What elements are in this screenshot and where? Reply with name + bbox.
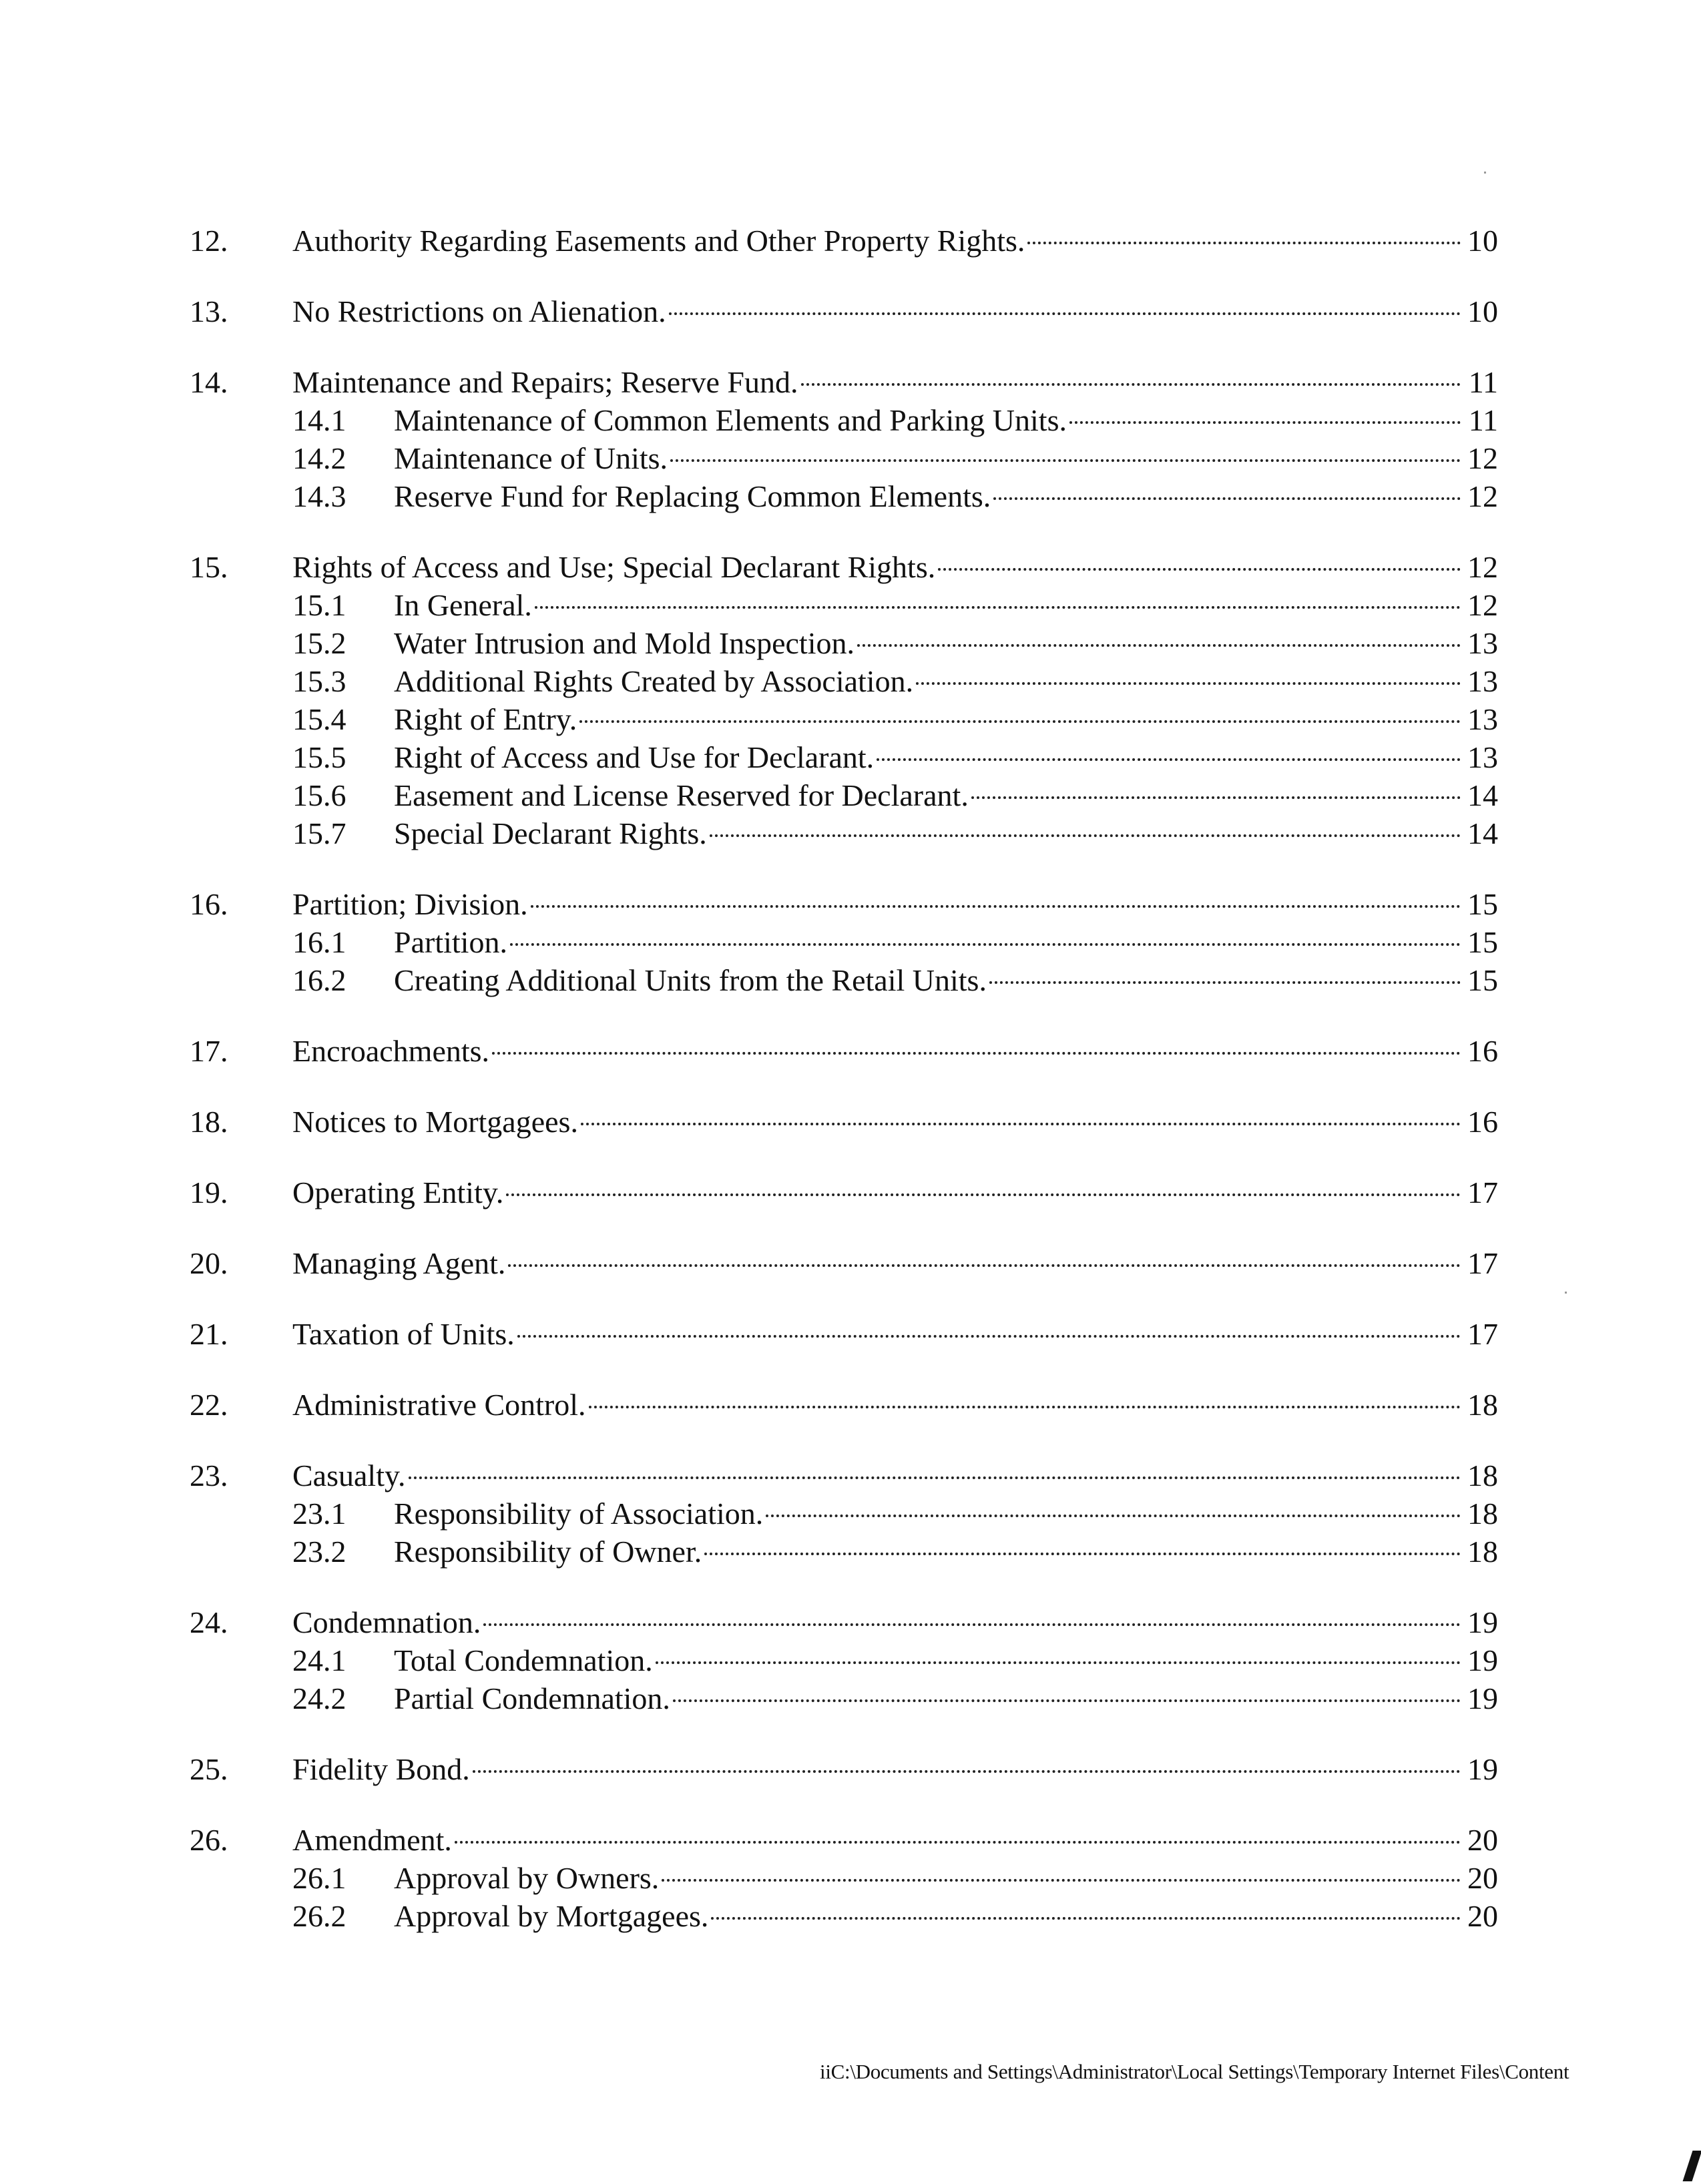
toc-entry xyxy=(190,363,1498,401)
dot-leader xyxy=(473,1770,1461,1773)
toc-subentry xyxy=(190,961,1498,999)
section-number: 20. xyxy=(190,1246,228,1280)
toc-section xyxy=(190,1244,1498,1282)
page-number: 18 xyxy=(1467,1388,1498,1422)
section-title: Rights of Access and Use; Special Declarant Rights. xyxy=(292,550,936,584)
dot-leader xyxy=(409,1476,1461,1479)
toc-entry xyxy=(190,548,1498,586)
toc-subentry xyxy=(190,1494,1498,1533)
subsection-number: 14.3 xyxy=(292,479,346,513)
subsection-title: Easement and License Reserved for Declarant. xyxy=(394,778,969,812)
toc-subentry xyxy=(190,624,1498,662)
toc-subentry xyxy=(190,477,1498,515)
section-number: 14. xyxy=(190,365,228,399)
toc-subentry xyxy=(190,700,1498,738)
page-number: 13 xyxy=(1467,702,1498,736)
section-title: Taxation of Units. xyxy=(292,1317,515,1351)
toc-section xyxy=(190,1103,1498,1141)
subsection-title: Water Intrusion and Mold Inspection. xyxy=(394,626,855,660)
section-number: 19. xyxy=(190,1175,228,1209)
section-title: No Restrictions on Alienation. xyxy=(292,294,666,328)
section-title: Amendment. xyxy=(292,1823,452,1857)
scan-speck xyxy=(1565,1292,1567,1294)
toc-entry xyxy=(190,292,1498,330)
page-number: 16 xyxy=(1467,1034,1498,1068)
toc-subentry xyxy=(190,439,1498,477)
subsection-title: Special Declarant Rights. xyxy=(394,816,707,850)
toc-subentry xyxy=(190,923,1498,961)
dot-leader xyxy=(673,1699,1461,1702)
dot-leader xyxy=(581,1123,1461,1125)
page-number: 17 xyxy=(1467,1175,1498,1209)
section-number: 23. xyxy=(190,1458,228,1492)
subsection-title: Right of Entry. xyxy=(394,702,577,736)
toc-subentry xyxy=(190,1533,1498,1571)
page-number: 20 xyxy=(1467,1823,1498,1857)
dot-leader xyxy=(801,383,1461,386)
section-title: Managing Agent. xyxy=(292,1246,506,1280)
subsection-title: Right of Access and Use for Declarant. xyxy=(394,740,875,774)
toc-section xyxy=(190,1386,1498,1424)
subsection-number: 15.6 xyxy=(292,778,346,812)
scan-edge-mark xyxy=(1683,2151,1701,2181)
toc-section xyxy=(190,1603,1498,1717)
section-number: 22. xyxy=(190,1388,228,1422)
page-number: 19 xyxy=(1467,1752,1498,1786)
subsection-number: 15.3 xyxy=(292,664,346,698)
page-number: 20 xyxy=(1467,1899,1498,1933)
subsection-number: 14.2 xyxy=(292,441,346,475)
page-number: 13 xyxy=(1467,740,1498,774)
page-number: 13 xyxy=(1467,664,1498,698)
section-number: 25. xyxy=(190,1752,228,1786)
section-number: 12. xyxy=(190,224,228,258)
subsection-number: 14.1 xyxy=(292,403,346,437)
toc-subentry xyxy=(190,662,1498,700)
subsection-title: Reserve Fund for Replacing Common Elements. xyxy=(394,479,991,513)
subsection-number: 26.1 xyxy=(292,1861,346,1895)
section-title: Casualty. xyxy=(292,1458,406,1492)
dot-leader xyxy=(1069,421,1461,424)
page-number: 12 xyxy=(1467,550,1498,584)
dot-leader xyxy=(704,1553,1461,1555)
dot-leader xyxy=(857,644,1461,647)
toc-entry xyxy=(190,1032,1498,1070)
toc-section xyxy=(190,885,1498,999)
section-number: 15. xyxy=(190,550,228,584)
toc-section xyxy=(190,1821,1498,1935)
dot-leader xyxy=(492,1052,1461,1055)
subsection-number: 23.1 xyxy=(292,1496,346,1531)
subsection-number: 15.4 xyxy=(292,702,346,736)
toc-section xyxy=(190,222,1498,260)
page-number: 18 xyxy=(1467,1458,1498,1492)
section-number: 24. xyxy=(190,1605,228,1639)
subsection-title: Maintenance of Units. xyxy=(394,441,668,475)
page-number: 16 xyxy=(1467,1105,1498,1139)
subsection-title: Maintenance of Common Elements and Parking Units. xyxy=(394,403,1067,437)
dot-leader xyxy=(535,606,1461,609)
page-number: 15 xyxy=(1467,963,1498,997)
dot-leader xyxy=(508,1264,1461,1267)
toc-section xyxy=(190,292,1498,330)
section-title: Fidelity Bond. xyxy=(292,1752,470,1786)
section-title: Notices to Mortgagees. xyxy=(292,1105,578,1139)
section-title: Operating Entity. xyxy=(292,1175,504,1209)
page-number: 11 xyxy=(1468,365,1498,399)
toc-entry xyxy=(190,1386,1498,1424)
page-number: 19 xyxy=(1467,1681,1498,1715)
toc-section xyxy=(190,548,1498,852)
page-number: 19 xyxy=(1467,1643,1498,1677)
toc-subentry xyxy=(190,1679,1498,1717)
subsection-number: 16.1 xyxy=(292,925,346,959)
section-number: 16. xyxy=(190,887,228,921)
section-number: 26. xyxy=(190,1823,228,1857)
toc-subentry xyxy=(190,1641,1498,1679)
toc-subentry xyxy=(190,1859,1498,1897)
page-number: 12 xyxy=(1467,479,1498,513)
subsection-number: 23.2 xyxy=(292,1535,346,1569)
toc-subentry xyxy=(190,814,1498,852)
toc-section xyxy=(190,1173,1498,1211)
dot-leader xyxy=(656,1661,1461,1664)
subsection-number: 15.7 xyxy=(292,816,346,850)
section-number: 18. xyxy=(190,1105,228,1139)
dot-leader xyxy=(710,834,1461,837)
toc-entry xyxy=(190,1603,1498,1641)
page-number: 18 xyxy=(1467,1535,1498,1569)
dot-leader xyxy=(766,1515,1461,1517)
toc-entry xyxy=(190,222,1498,260)
dot-leader xyxy=(669,312,1461,315)
page-number: 17 xyxy=(1467,1246,1498,1280)
subsection-title: In General. xyxy=(394,588,532,622)
subsection-title: Partition. xyxy=(394,925,507,959)
dot-leader xyxy=(579,720,1461,723)
toc-subentry xyxy=(190,738,1498,776)
subsection-title: Creating Additional Units from the Retail Units. xyxy=(394,963,987,997)
dot-leader xyxy=(510,943,1461,946)
page-number: 11 xyxy=(1468,403,1498,437)
section-title: Maintenance and Repairs; Reserve Fund. xyxy=(292,365,798,399)
footer-file-path: iiC:\Documents and Settings\Administrator\Local Settings\Temporary Internet Files\Content xyxy=(820,2060,1569,2083)
page-number: 10 xyxy=(1467,294,1498,328)
toc-entry xyxy=(190,1750,1498,1788)
section-title: Administrative Control. xyxy=(292,1388,586,1422)
section-number: 13. xyxy=(190,294,228,328)
page-number: 12 xyxy=(1467,441,1498,475)
page-number: 18 xyxy=(1467,1496,1498,1531)
subsection-title: Additional Rights Created by Association. xyxy=(394,664,914,698)
subsection-number: 26.2 xyxy=(292,1899,346,1933)
table-of-contents xyxy=(190,222,1498,1968)
toc-subentry xyxy=(190,401,1498,439)
dot-leader xyxy=(589,1406,1461,1408)
subsection-title: Partial Condemnation. xyxy=(394,1681,670,1715)
section-title: Condemnation. xyxy=(292,1605,481,1639)
toc-section xyxy=(190,1750,1498,1788)
page-number: 17 xyxy=(1467,1317,1498,1351)
toc-entry xyxy=(190,1103,1498,1141)
section-title: Authority Regarding Easements and Other Property Rights. xyxy=(292,224,1025,258)
page-number: 14 xyxy=(1467,778,1498,812)
page-number: 19 xyxy=(1467,1605,1498,1639)
dot-leader xyxy=(877,758,1461,761)
dot-leader xyxy=(670,459,1461,462)
toc-subentry xyxy=(190,586,1498,624)
subsection-number: 15.1 xyxy=(292,588,346,622)
toc-subentry xyxy=(190,1897,1498,1935)
toc-entry xyxy=(190,1456,1498,1494)
toc-entry xyxy=(190,1821,1498,1859)
page-number: 15 xyxy=(1467,925,1498,959)
dot-leader xyxy=(483,1623,1461,1626)
subsection-number: 15.5 xyxy=(292,740,346,774)
toc-entry xyxy=(190,885,1498,923)
dot-leader xyxy=(531,905,1461,908)
toc-entry xyxy=(190,1244,1498,1282)
subsection-title: Approval by Owners. xyxy=(394,1861,660,1895)
dot-leader xyxy=(993,497,1461,500)
subsection-number: 24.2 xyxy=(292,1681,346,1715)
toc-subentry xyxy=(190,776,1498,814)
dot-leader xyxy=(506,1193,1461,1196)
subsection-title: Responsibility of Association. xyxy=(394,1496,764,1531)
subsection-title: Total Condemnation. xyxy=(394,1643,653,1677)
section-title: Encroachments. xyxy=(292,1034,490,1068)
page-number: 14 xyxy=(1467,816,1498,850)
dot-leader xyxy=(971,796,1461,799)
subsection-number: 16.2 xyxy=(292,963,346,997)
dot-leader xyxy=(711,1917,1461,1920)
dot-leader xyxy=(1027,242,1461,244)
subsection-number: 24.1 xyxy=(292,1643,346,1677)
section-number: 17. xyxy=(190,1034,228,1068)
dot-leader xyxy=(916,682,1461,685)
scan-speck xyxy=(1484,172,1486,174)
toc-section xyxy=(190,1315,1498,1353)
dot-leader xyxy=(662,1879,1461,1882)
dot-leader xyxy=(455,1841,1461,1844)
page-number: 12 xyxy=(1467,588,1498,622)
toc-entry xyxy=(190,1315,1498,1353)
section-number: 21. xyxy=(190,1317,228,1351)
toc-section xyxy=(190,1456,1498,1571)
subsection-title: Approval by Mortgagees. xyxy=(394,1899,709,1933)
page-number: 10 xyxy=(1467,224,1498,258)
section-title: Partition; Division. xyxy=(292,887,528,921)
dot-leader xyxy=(938,568,1461,571)
toc-entry xyxy=(190,1173,1498,1211)
dot-leader xyxy=(989,981,1461,984)
subsection-number: 15.2 xyxy=(292,626,346,660)
subsection-title: Responsibility of Owner. xyxy=(394,1535,702,1569)
toc-section xyxy=(190,363,1498,515)
page-number: 13 xyxy=(1467,626,1498,660)
page-number: 20 xyxy=(1467,1861,1498,1895)
page-number: 15 xyxy=(1467,887,1498,921)
dot-leader xyxy=(517,1335,1461,1338)
toc-section xyxy=(190,1032,1498,1070)
